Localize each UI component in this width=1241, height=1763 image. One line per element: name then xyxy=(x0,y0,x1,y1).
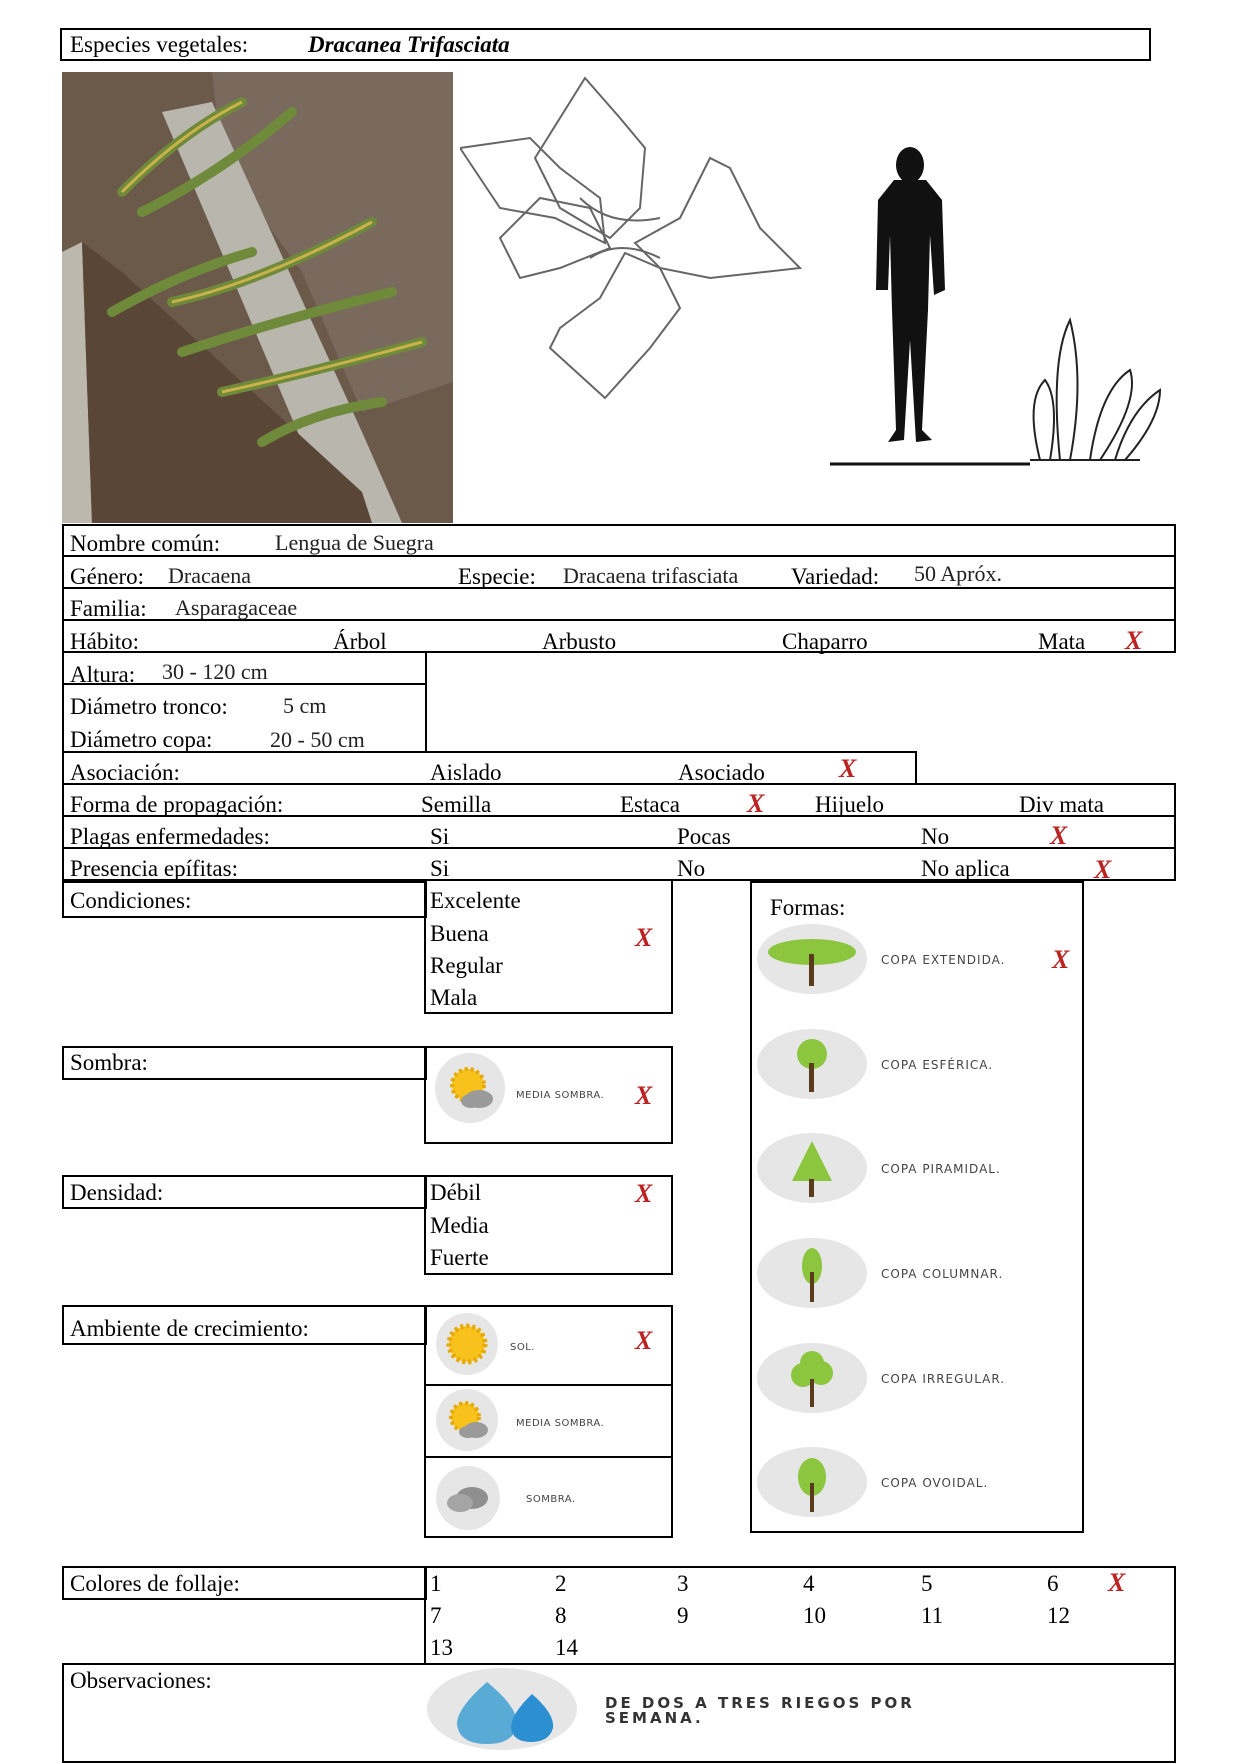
elevation-drawing xyxy=(830,140,1170,470)
association-selected-mark: X xyxy=(839,754,857,783)
species-label: Especie: xyxy=(458,564,536,589)
conditions-option-buena: Buena xyxy=(430,921,489,946)
density-label: Densidad: xyxy=(70,1180,164,1205)
conditions-option-excelente: Excelente xyxy=(430,888,521,913)
foliage-color-13: 13 xyxy=(430,1635,453,1660)
habit-option-mata: Mata xyxy=(1038,629,1086,654)
plan-view-drawing xyxy=(460,68,806,408)
species-header-label: Especies vegetales: xyxy=(70,32,249,57)
common-name-row xyxy=(62,524,1176,557)
conditions-option-mala: Mala xyxy=(430,985,478,1010)
propagation-option-hijuelo: Hijuelo xyxy=(815,792,884,817)
growth-option-media-sombra: MEDIA SOMBRA. xyxy=(516,1418,605,1429)
common-name-value: Lengua de Suegra xyxy=(275,530,434,555)
water-drops-icon xyxy=(427,1668,577,1750)
foliage-color-6: 6 xyxy=(1047,1571,1059,1596)
epiphytes-label: Presencia epífitas: xyxy=(70,856,238,881)
observations-label: Observaciones: xyxy=(70,1668,212,1693)
foliage-color-11: 11 xyxy=(921,1603,944,1628)
shape-option-pyramidal: COPA PIRAMIDAL. xyxy=(881,1162,1001,1176)
foliage-color-8: 8 xyxy=(555,1603,567,1628)
density-option-media: Media xyxy=(430,1213,489,1238)
density-selected-mark: X xyxy=(635,1179,653,1208)
cloud-icon xyxy=(436,1466,500,1530)
association-label: Asociación: xyxy=(70,760,180,785)
pests-selected-mark: X xyxy=(1050,821,1068,850)
common-name-label: Nombre común: xyxy=(70,531,221,556)
tree-pyramidal-icon xyxy=(757,1133,867,1203)
tree-columnar-icon xyxy=(757,1238,867,1308)
shade-label: Sombra: xyxy=(70,1050,148,1075)
trunk-diameter-value: 5 cm xyxy=(283,693,327,718)
propagation-label: Forma de propagación: xyxy=(70,792,284,817)
growth-option-sombra: SOMBRA. xyxy=(526,1494,576,1505)
height-label: Altura: xyxy=(70,662,136,687)
species-value: Dracaena trifasciata xyxy=(563,563,739,588)
shape-option-irregular: COPA IRREGULAR. xyxy=(881,1372,1006,1386)
propagation-option-semilla: Semilla xyxy=(421,792,492,817)
pests-option-pocas: Pocas xyxy=(677,824,731,849)
conditions-selected-mark: X xyxy=(635,923,653,952)
propagation-selected-mark: X xyxy=(747,789,765,818)
observations-text: DE DOS A TRES RIEGOS POR SEMANA. xyxy=(605,1694,915,1727)
epiphytes-option-no-aplica: No aplica xyxy=(921,856,1010,881)
shape-option-spherical: COPA ESFÉRICA. xyxy=(881,1058,994,1072)
pests-option-no: No xyxy=(921,824,950,849)
species-header-value: Dracanea Trifasciata xyxy=(308,32,510,57)
pests-option-si: Si xyxy=(430,824,450,849)
tree-spherical-icon xyxy=(757,1029,867,1099)
trunk-diameter-label: Diámetro tronco: xyxy=(70,694,228,719)
foliage-color-1: 1 xyxy=(430,1571,442,1596)
habit-row xyxy=(62,619,1176,653)
height-value: 30 - 120 cm xyxy=(162,659,268,684)
propagation-option-div-mata: Div mata xyxy=(1019,792,1104,817)
growth-divider-2 xyxy=(424,1456,673,1458)
sun-cloud-icon xyxy=(436,1389,498,1451)
pests-label: Plagas enfermedades: xyxy=(70,824,270,849)
tree-extended-icon xyxy=(757,924,867,994)
sun-cloud-icon xyxy=(435,1053,505,1123)
family-label: Familia: xyxy=(70,596,147,621)
conditions-option-regular: Regular xyxy=(430,953,503,978)
growth-selected-mark: X xyxy=(635,1326,653,1355)
conditions-label: Condiciones: xyxy=(70,888,192,913)
family-value: Asparagaceae xyxy=(175,595,298,620)
crown-diameter-label: Diámetro copa: xyxy=(70,727,213,752)
foliage-label: Colores de follaje: xyxy=(70,1571,240,1596)
foliage-color-7: 7 xyxy=(430,1603,442,1628)
genus-value: Dracaena xyxy=(168,563,252,588)
tree-irregular-icon xyxy=(757,1343,867,1413)
foliage-color-14: 14 xyxy=(555,1635,578,1660)
epiphytes-selected-mark: X xyxy=(1094,855,1112,884)
shade-selected-mark: X xyxy=(635,1081,653,1110)
habit-selected-mark: X xyxy=(1125,626,1143,655)
habit-option-arbol: Árbol xyxy=(333,629,387,654)
foliage-color-3: 3 xyxy=(677,1571,689,1596)
crown-diameter-value: 20 - 50 cm xyxy=(270,727,365,752)
variety-label: Variedad: xyxy=(791,564,880,589)
habit-option-arbusto: Arbusto xyxy=(542,629,617,654)
variety-value: 50 Apróx. xyxy=(914,561,1002,586)
growth-option-sol: SOL. xyxy=(510,1342,535,1353)
shape-option-extended: COPA EXTENDIDA. xyxy=(881,953,1006,967)
foliage-color-5: 5 xyxy=(921,1571,933,1596)
foliage-color-9: 9 xyxy=(677,1603,689,1628)
shapes-label: Formas: xyxy=(770,895,846,920)
growth-divider-1 xyxy=(424,1384,673,1386)
association-option-aislado: Aislado xyxy=(430,760,502,785)
shape-option-columnar: COPA COLUMNAR. xyxy=(881,1267,1004,1281)
foliage-color-10: 10 xyxy=(803,1603,826,1628)
growth-label: Ambiente de crecimiento: xyxy=(70,1316,309,1341)
genus-label: Género: xyxy=(70,564,145,589)
foliage-selected-mark: X xyxy=(1108,1568,1126,1597)
foliage-color-12: 12 xyxy=(1047,1603,1070,1628)
sun-icon xyxy=(436,1313,498,1375)
habit-option-chaparro: Chaparro xyxy=(782,629,868,654)
association-option-asociado: Asociado xyxy=(678,760,765,785)
shape-option-ovoidal: COPA OVOIDAL. xyxy=(881,1476,989,1490)
epiphytes-option-si: Si xyxy=(430,856,450,881)
shapes-selected-mark: X xyxy=(1052,945,1070,974)
density-option-debil: Débil xyxy=(430,1180,482,1205)
plant-photo xyxy=(62,72,453,523)
epiphytes-option-no: No xyxy=(677,856,706,881)
propagation-option-estaca: Estaca xyxy=(620,792,681,817)
foliage-color-2: 2 xyxy=(555,1571,567,1596)
shade-value: MEDIA SOMBRA. xyxy=(516,1090,605,1101)
habit-label: Hábito: xyxy=(70,629,139,654)
density-option-fuerte: Fuerte xyxy=(430,1245,489,1270)
tree-ovoidal-icon xyxy=(757,1447,867,1517)
foliage-color-4: 4 xyxy=(803,1571,815,1596)
